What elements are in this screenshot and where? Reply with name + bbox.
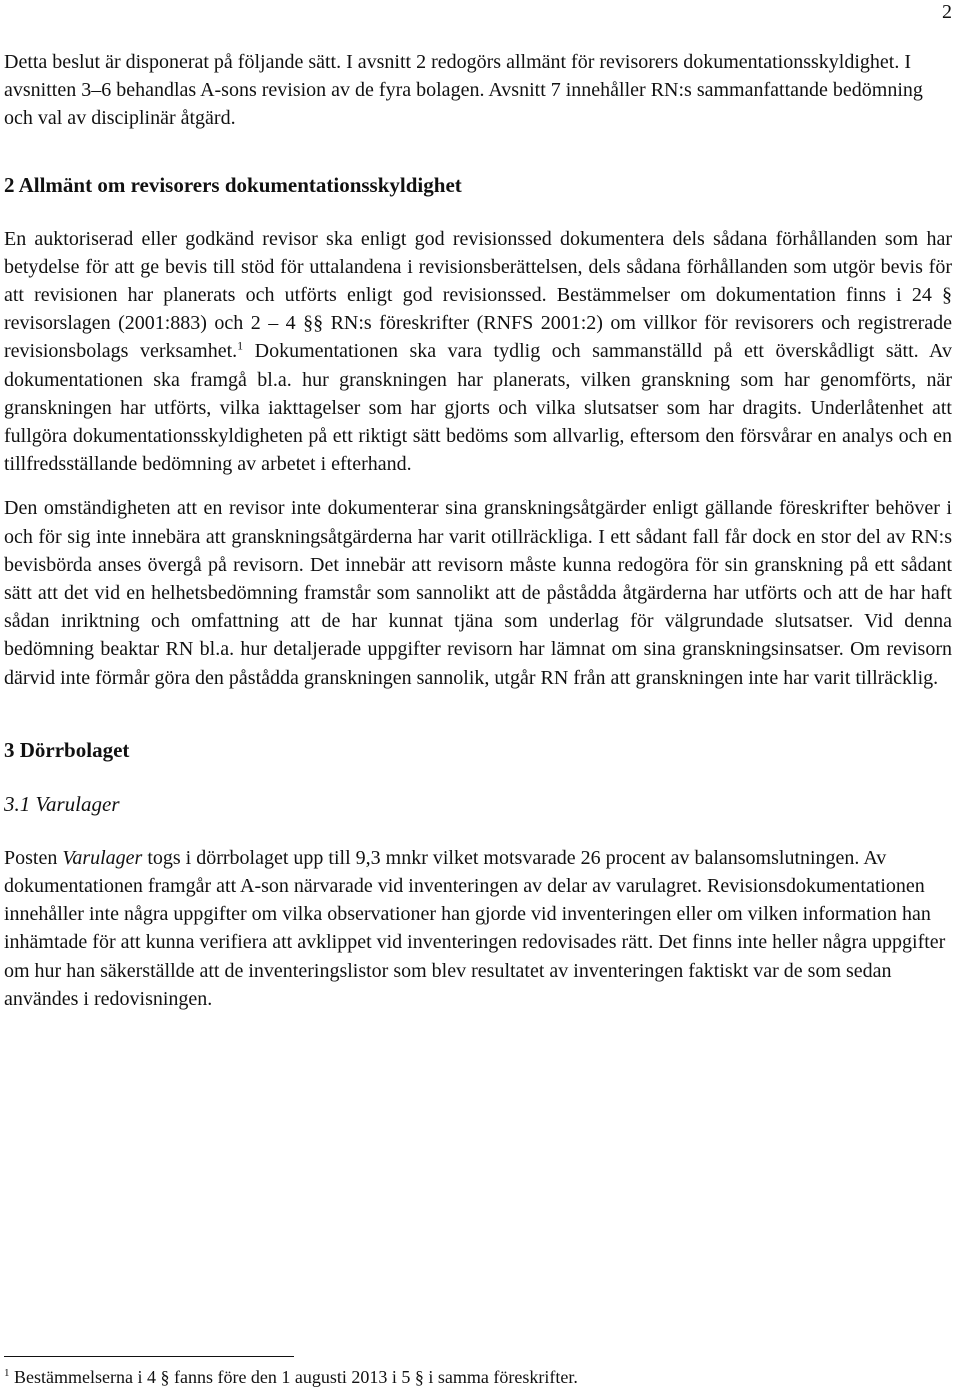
section-2-heading: 2 Allmänt om revisorers dokumentationsskyldighet (4, 172, 462, 197)
footnote-number: 1 (4, 1367, 10, 1379)
para3-text-b: togs i dörrbolaget upp till 9,3 mnkr vilket motsvarade 26 procent av balansomslutningen. Av dokumentationen framgår att A-son närvarade vid inventeringen av delar av varulagret. Revisionsdokumentationen innehåller inte några uppgifter om vilka observationer han gjorde vid inventeringen eller om vilken information han inhämtade för att kunna verifiera att avklippet vid inventeringen redovisades rätt. Det finns inte heller några uppgifter om hur han säkerställde att de inventeringslistor som blev resultatet av inventeringen faktiskt var de som sedan användes i redovisningen. (4, 846, 946, 1010)
footnote-text: Bestämmelserna i 4 § fanns före den 1 augusti 2013 i 5 § i samma föreskrifter. (9, 1367, 578, 1387)
section-3-heading: 3 Dörrbolaget (4, 737, 130, 762)
section-2-paragraph-1 (4, 225, 952, 479)
intro-paragraph: Detta beslut är disponerat på följande sätt. I avsnitt 2 redogörs allmänt för revisorers dokumentationsskyldighet. I avsnitten 3–6 behandlas A-sons revision av de fyra bolagen. Avsnitt 7 innehåller RN:s sammanfattande bedömning och val av disciplinär åtgärd. (4, 51, 923, 130)
document-body (4, 48, 952, 1013)
section-3-1-subheading: 3.1 Varulager (4, 791, 120, 816)
section-2-paragraph-2: Den omständigheten att en revisor inte dokumenterar sina granskningsåtgärder enligt gällande föreskrifter behöver i och för sig inte innebära att granskningsåtgärderna har varit otillräckliga. I ett sådant fall får dock en stor del av RN:s bevisbörda anses övergå på revisorn. Det innebär att revisorn måste kunna redogöra för sin granskning på ett sådant sätt att det vid en helhetsbedömning framstår som sannolikt att de påstådda åtgärderna har utförts och att de har haft sådan inriktning och omfattning att de har kunnat tjäna som underlag för välgrundade slutsatser. Vid denna bedömning beaktar RN bl.a. hur detaljerade uppgifter revisorn har lämnat om sina granskningsinsatser. Om revisorn därvid inte förmår göra den påstådda granskningen sannolik, utgår RN från att granskningen inte har varit tillräcklig. (4, 497, 952, 689)
para3-italic-term: Varulager (62, 846, 143, 869)
para3-text-a: Posten (4, 846, 63, 869)
footnote-reference[interactable]: 1 (237, 338, 244, 353)
footnote (4, 1366, 578, 1388)
footnote-divider (4, 1356, 294, 1357)
section-3-paragraph (4, 844, 952, 1013)
page-number: 2 (942, 1, 952, 23)
para1-text-b: Dokumentationen ska vara tydlig och sammanställd på ett överskådligt sätt. Av dokumentationen ska framgå bl.a. hur granskningen har planerats, vilken granskning som har genomförts, när granskningen har utförts, vilka iakttagelser som har gjorts och vilka slutsatser som har dragits. Underlåtenhet att fullgöra dokumentationsskyldigheten på ett riktigt sätt bedöms som allvarlig, eftersom den försvårar en analys och en tillfredsställande bedömning av arbetet i efterhand. (4, 340, 953, 476)
para1-text-a: En auktoriserad eller godkänd revisor ska enligt god revisionssed dokumentera dels sådana förhållanden som har betydelse för att ge bevis till stöd för uttalandena i revisionsberättelsen, dels sådana förhållanden som utgör bevis för att revisionen har planerats och utförts enligt god revisionssed. Bestämmelser om dokumentation finns i 24 § revisorslagen (2001:883) och 2 – 4 §§ RN:s föreskrifter (RNFS 2001:2) om villkor för revisorers och registrerade revisionsbolags verksamhet. (4, 227, 952, 363)
